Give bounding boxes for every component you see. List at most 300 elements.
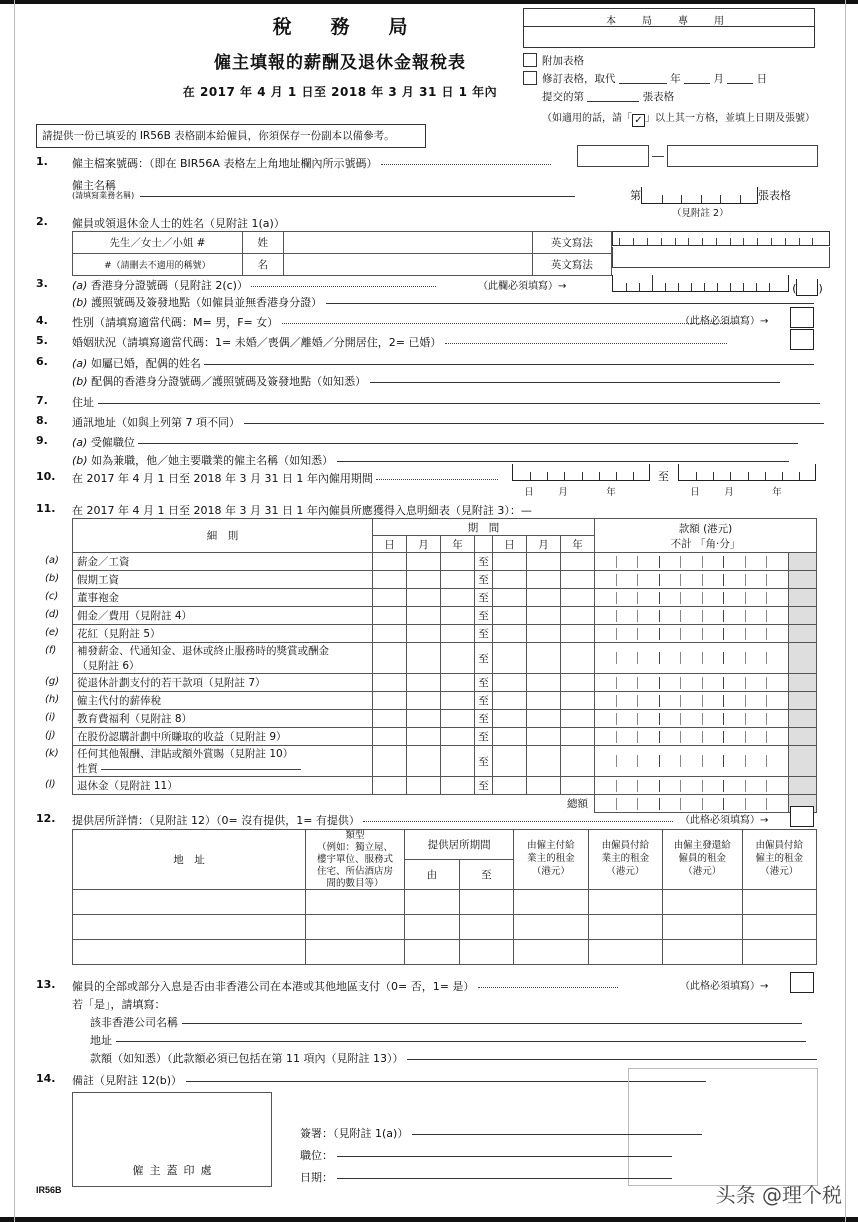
income-from-year-cell[interactable] xyxy=(441,674,475,692)
quarters-data-cell[interactable] xyxy=(663,890,742,915)
quarters-data-cell[interactable] xyxy=(73,915,306,940)
income-cents-blocked xyxy=(789,674,817,692)
income-to-label: 至 xyxy=(475,710,493,728)
principal-employer-input[interactable] xyxy=(337,453,789,462)
sheet-number-input[interactable] xyxy=(641,187,758,204)
quarters-period-from: 由 xyxy=(405,860,460,890)
income-row xyxy=(73,571,817,589)
item-9a-row: (a) 受僱職位 xyxy=(72,434,798,450)
quarters-data-cell[interactable] xyxy=(405,915,460,940)
income-header-row-1 xyxy=(73,519,817,536)
income-row xyxy=(73,643,817,674)
item-6-number: 6. xyxy=(36,355,48,368)
form-code-footer: IR56B xyxy=(36,1185,62,1195)
income-cents-blocked xyxy=(789,553,817,571)
income-to-label: 至 xyxy=(475,674,493,692)
income-amount-cell[interactable] xyxy=(595,674,789,692)
income-total-row xyxy=(73,795,817,813)
signature-input[interactable] xyxy=(412,1126,702,1135)
income-total-label: 總額 xyxy=(73,795,595,813)
item-13-if-yes: 若「是」，請填寫： xyxy=(72,998,166,1011)
surname-input[interactable] xyxy=(283,232,532,254)
position-input[interactable] xyxy=(337,1148,672,1157)
english-givenname-comb[interactable]: ( ) xyxy=(612,275,823,296)
income-to-year-cell[interactable] xyxy=(561,746,595,777)
file-number-main-box[interactable] xyxy=(667,145,818,167)
income-from-month-cell[interactable] xyxy=(407,589,441,607)
income-to-day-cell[interactable] xyxy=(493,777,527,795)
income-cents-blocked xyxy=(789,746,817,777)
income-to-day-cell[interactable] xyxy=(493,643,527,674)
item-2-label: 僱員或領退休金人士的姓名（見附註 1(a)） xyxy=(72,217,285,230)
quarters-period-to: 至 xyxy=(459,860,514,890)
quarters-data-cell[interactable] xyxy=(514,890,588,915)
employment-period-dots[interactable] xyxy=(376,471,498,480)
income-row-tag: (d) xyxy=(45,608,60,620)
income-row-label: 從退休計劃支付的若干款項（見附註 7） xyxy=(73,674,373,692)
employer-stamp-box[interactable] xyxy=(72,1092,272,1187)
income-row-tag: (f) xyxy=(45,644,57,656)
income-row-tag: (a) xyxy=(45,554,59,566)
income-row xyxy=(73,625,817,643)
income-to-month-cell[interactable] xyxy=(527,571,561,589)
income-from-day-cell[interactable] xyxy=(373,777,407,795)
official-use-note: （如適用的話，請「 ✓ 」以上其一方格，並填上日期及張號） xyxy=(542,113,815,126)
signature-row: 簽署：（見附註 1(a)） xyxy=(300,1125,702,1141)
quarters-data-cell[interactable] xyxy=(742,940,817,965)
period-to-units: 日 月 年 xyxy=(690,487,782,498)
quarters-data-cell[interactable] xyxy=(514,915,588,940)
item-5-row: 婚姻狀況（請填寫適當代碼：1= 未婚／喪偶／離婚／分開居住，2= 已婚） xyxy=(72,334,727,350)
income-row-tag: (l) xyxy=(45,778,56,790)
quarters-col-period: 提供居所期間 xyxy=(405,830,514,860)
residence-address-input[interactable] xyxy=(98,395,820,404)
income-from-day-cell[interactable] xyxy=(373,589,407,607)
month-unit-label: 月 xyxy=(713,73,724,85)
income-from-month-cell[interactable] xyxy=(407,643,441,674)
quarters-data-cell[interactable] xyxy=(663,915,742,940)
item-6a-row: (a) 如屬已婚，配偶的姓名 xyxy=(72,355,814,371)
supplementary-form-checkbox[interactable] xyxy=(523,53,537,67)
item-11-number: 11. xyxy=(36,502,56,515)
item-3a-row: (a) 香港身分證號碼（見附註 2(c)） xyxy=(72,277,436,293)
income-row xyxy=(73,589,817,607)
item-13-label: 僱員的全部或部分入息是否由非香港公司在本港或其他地區支付（0= 否，1= 是） xyxy=(72,978,618,994)
quarters-data-cell[interactable] xyxy=(305,940,404,965)
item-11-label: 在 2017 年 4 月 1 日至 2018 年 3 月 31 日 1 年內僱員所應獲得入息明細表（見附註 3）：— xyxy=(72,504,532,517)
english-surname-box2[interactable] xyxy=(612,247,830,268)
income-from-year-cell[interactable] xyxy=(441,746,475,777)
right-margin-rule xyxy=(845,0,846,1222)
income-to-year-cell[interactable] xyxy=(561,553,595,571)
income-cents-blocked xyxy=(789,589,817,607)
item-4-row: 性別（請填寫適當代碼：M= 男，F= 女） xyxy=(72,314,737,330)
quarters-details-table xyxy=(72,829,817,965)
bottom-border-bar xyxy=(0,1217,858,1222)
item-2-number: 2. xyxy=(36,215,48,228)
income-amount-cell[interactable] xyxy=(595,710,789,728)
income-row-label: 在股份認購計劃中所賺取的收益（見附註 9） xyxy=(73,728,373,746)
income-to-label: 至 xyxy=(475,607,493,625)
income-row xyxy=(73,692,817,710)
income-to-month-cell[interactable] xyxy=(527,674,561,692)
income-from-day-cell[interactable] xyxy=(373,607,407,625)
income-from-year-cell[interactable] xyxy=(441,625,475,643)
income-from-day-cell[interactable] xyxy=(373,643,407,674)
period-from-units: 日 月 年 xyxy=(524,487,616,498)
income-row-label: 佣金／費用（見附註 4） xyxy=(73,607,373,625)
income-to-day-cell[interactable] xyxy=(493,710,527,728)
quarters-data-row xyxy=(73,915,817,940)
income-to-month-cell[interactable] xyxy=(527,710,561,728)
item-3-must-fill-note: （此欄必須填寫）→ xyxy=(478,281,567,292)
item-10-number: 10. xyxy=(36,470,56,483)
item-12-must-fill-note: （此格必須填寫）→ xyxy=(680,815,769,826)
spouse-name-input[interactable] xyxy=(204,356,814,365)
income-to-day-cell[interactable] xyxy=(493,674,527,692)
income-to-day-cell[interactable] xyxy=(493,553,527,571)
income-to-month-cell[interactable] xyxy=(527,692,561,710)
income-from-year-cell[interactable] xyxy=(441,589,475,607)
income-to-year-cell[interactable] xyxy=(561,728,595,746)
item-13-amount-row: 款額（如知悉）（此款額必須已包括在第 11 項內（見附註 13）） xyxy=(90,1050,817,1066)
quarters-data-cell[interactable] xyxy=(742,915,817,940)
non-hk-paid-input[interactable] xyxy=(478,979,618,988)
income-row xyxy=(73,777,817,795)
submitted-sheet-row xyxy=(523,89,815,104)
non-hk-code-box[interactable] xyxy=(790,972,814,993)
item-1-employer-name-sub: (請填寫業務名稱) xyxy=(72,191,135,200)
income-to-month-cell[interactable] xyxy=(527,643,561,674)
revised-form-row xyxy=(523,71,815,86)
income-to-year-cell[interactable] xyxy=(561,710,595,728)
income-cents-blocked xyxy=(789,571,817,589)
income-to-month-cell[interactable] xyxy=(527,589,561,607)
income-to-month-cell[interactable] xyxy=(527,607,561,625)
income-to-month-cell[interactable] xyxy=(527,728,561,746)
income-from-year-cell[interactable] xyxy=(441,710,475,728)
quarters-code-box[interactable] xyxy=(790,806,814,827)
item-6b-row: (b) 配偶的香港身分證號碼／護照號碼及簽發地點（如知悉） xyxy=(72,373,780,389)
income-amount-cell[interactable] xyxy=(595,589,789,607)
income-row-tag: (k) xyxy=(45,747,59,759)
quarters-data-cell[interactable] xyxy=(73,940,306,965)
revised-day-input[interactable] xyxy=(727,83,753,84)
quarters-data-cell[interactable] xyxy=(73,890,306,915)
income-from-month-cell[interactable] xyxy=(407,571,441,589)
income-from-month-cell[interactable] xyxy=(407,692,441,710)
non-hk-company-input[interactable] xyxy=(182,1015,802,1024)
income-to-year-cell[interactable] xyxy=(561,643,595,674)
income-total-amount-cell[interactable] xyxy=(595,795,789,813)
marital-status-code-box[interactable] xyxy=(790,329,814,350)
department-title: 稅 務 局 xyxy=(272,16,418,38)
income-row-tag: (h) xyxy=(45,693,60,705)
revised-form-label: 修訂表格，取代 xyxy=(542,73,616,85)
income-from-year-cell[interactable] xyxy=(441,553,475,571)
income-cents-blocked xyxy=(789,643,817,674)
income-to-day-cell[interactable] xyxy=(493,571,527,589)
copy-notice: 請提供一份已填妥的 IR56B 表格副本給僱員，你須保存一份副本以備參考。 xyxy=(36,124,426,148)
item-14-number: 14. xyxy=(36,1072,56,1085)
income-from-day-cell[interactable] xyxy=(373,692,407,710)
income-cents-blocked xyxy=(789,710,817,728)
income-to-month-cell[interactable] xyxy=(527,625,561,643)
item-14-row: 備註（見附註 12(b)） xyxy=(72,1072,706,1088)
income-to-day-cell[interactable] xyxy=(493,746,527,777)
quarters-data-cell[interactable] xyxy=(588,890,662,915)
income-col-period: 期 間 xyxy=(373,519,595,536)
income-from-day-cell[interactable] xyxy=(373,553,407,571)
item-1-number: 1. xyxy=(36,155,48,168)
income-amount-cell[interactable] xyxy=(595,728,789,746)
income-from-year-cell[interactable] xyxy=(441,728,475,746)
sex-input[interactable] xyxy=(282,315,737,324)
income-row-label: 董事袍金 xyxy=(73,589,373,607)
quarters-data-cell[interactable] xyxy=(405,940,460,965)
revised-year-input[interactable] xyxy=(619,83,667,84)
income-to-month: 月 xyxy=(527,536,561,553)
income-to-month-cell[interactable] xyxy=(527,746,561,777)
income-from-day-cell[interactable] xyxy=(373,728,407,746)
income-to-label: 至 xyxy=(475,553,493,571)
income-to-day-cell[interactable] xyxy=(493,625,527,643)
income-to-month-cell[interactable] xyxy=(527,777,561,795)
sex-code-box[interactable] xyxy=(790,307,814,328)
income-from-year-cell[interactable] xyxy=(441,643,475,674)
employer-file-number-boxes[interactable] xyxy=(577,145,818,167)
income-from-year-cell[interactable] xyxy=(441,571,475,589)
official-use-heading: 本 局 專 用 xyxy=(523,8,815,27)
item-10-row: 在 2017 年 4 月 1 日至 2018 年 3 月 31 日 1 年內僱用期間 xyxy=(72,470,498,486)
income-amount-cell[interactable] xyxy=(595,643,789,674)
income-from-month-cell[interactable] xyxy=(407,710,441,728)
quarters-data-cell[interactable] xyxy=(459,890,514,915)
income-amount-cell[interactable] xyxy=(595,746,789,777)
givenname-input[interactable] xyxy=(283,254,532,276)
quarters-col-type: 類型 （例如：獨立屋、 樓宇單位、服務式 住宅、所佔酒店房 間的數目等） xyxy=(305,830,404,890)
supplementary-form-row xyxy=(523,53,815,68)
item-1-label: 僱主檔案號碼：（即在 BIR56A 表格左上角地址欄內所示號碼） xyxy=(72,155,551,171)
income-amount-cell[interactable] xyxy=(595,625,789,643)
form-period: 在 2017 年 4 月 1 日至 2018 年 3 月 31 日 1 年內 xyxy=(182,85,498,99)
employment-period-from-boxes[interactable] xyxy=(512,464,650,484)
income-to-year-cell[interactable] xyxy=(561,589,595,607)
employer-file-number-input[interactable] xyxy=(381,156,551,165)
file-number-prefix-box[interactable] xyxy=(577,145,649,167)
income-row xyxy=(73,553,817,571)
income-to-label: 至 xyxy=(475,746,493,777)
item-13-number: 13. xyxy=(36,978,56,991)
date-row: 日期： xyxy=(300,1169,672,1185)
income-from-month-cell[interactable] xyxy=(407,777,441,795)
form-header xyxy=(160,12,520,100)
income-row xyxy=(73,674,817,692)
revised-month-input[interactable] xyxy=(684,83,710,84)
top-border-bar xyxy=(0,0,858,4)
employee-givenname-row xyxy=(73,254,612,276)
givenname-english-label: 英文寫法 xyxy=(532,254,611,276)
income-from-day-cell[interactable] xyxy=(373,710,407,728)
income-to-day: 日 xyxy=(493,536,527,553)
givenname-label: 名 xyxy=(242,254,283,276)
item-7-number: 7. xyxy=(36,394,48,407)
income-to-year-cell[interactable] xyxy=(561,692,595,710)
income-cents-blocked xyxy=(789,625,817,643)
income-to-month-cell[interactable] xyxy=(527,553,561,571)
item-1-employer-name-row: 僱主名稱 xyxy=(72,179,116,192)
income-cents-blocked xyxy=(789,692,817,710)
income-from-month: 月 xyxy=(407,536,441,553)
income-row-tag: (i) xyxy=(45,711,56,723)
income-row xyxy=(73,710,817,728)
income-row-label: 僱主代付的薪俸稅 xyxy=(73,692,373,710)
item-4-must-fill-note: （此格必須填寫）→ xyxy=(680,316,769,327)
check-mark-icon: ✓ xyxy=(632,114,645,127)
surname-english-label: 英文寫法 xyxy=(532,232,611,254)
income-from-day-cell[interactable] xyxy=(373,571,407,589)
correspondence-address-input[interactable] xyxy=(244,415,824,424)
income-to-year-cell[interactable] xyxy=(561,625,595,643)
income-row-tag: (c) xyxy=(45,590,59,602)
income-to-day-cell[interactable] xyxy=(493,589,527,607)
income-from-day-cell[interactable] xyxy=(373,674,407,692)
watermark-label: 头条 @理个税 xyxy=(715,1183,842,1207)
income-row-label: 任何其他報酬、津貼或額外賞賜（見附註 10） 性質 xyxy=(73,746,373,777)
income-from-month-cell[interactable] xyxy=(407,746,441,777)
submitted-sheet-input[interactable] xyxy=(587,101,639,102)
item-8-number: 8. xyxy=(36,414,48,427)
income-row-label: 退休金（見附註 11） xyxy=(73,777,373,795)
salutation-sub-label: #（請刪去不適用的稱號） xyxy=(73,254,243,276)
left-margin-rule xyxy=(14,0,15,1222)
income-amount-cell[interactable] xyxy=(595,692,789,710)
quarters-col-rent-employee-to-landlord: 由僱員付給 業主的租金 （港元） xyxy=(588,830,662,890)
income-to-day-cell[interactable] xyxy=(493,607,527,625)
income-to-day-cell[interactable] xyxy=(493,728,527,746)
quarters-col-rent-employer-to-landlord: 由僱主付給 業主的租金 （港元） xyxy=(514,830,588,890)
quarters-data-cell[interactable] xyxy=(305,890,404,915)
quarters-data-cell[interactable] xyxy=(305,915,404,940)
income-amount-cell[interactable] xyxy=(595,777,789,795)
item-4-number: 4. xyxy=(36,314,48,327)
item-12-label: 提供居所詳情：（見附註 12）（0= 沒有提供，1= 有提供） xyxy=(72,812,673,828)
income-from-day-cell[interactable] xyxy=(373,625,407,643)
spouse-hkid-input[interactable] xyxy=(370,374,780,383)
income-cents-blocked xyxy=(789,777,817,795)
income-from-year: 年 xyxy=(441,536,475,553)
quarters-col-refund-to-employee: 由僱主發還給 僱員的租金 （港元） xyxy=(663,830,742,890)
employment-period-to-boxes[interactable] xyxy=(678,464,816,484)
income-from-day-cell[interactable] xyxy=(373,746,407,777)
quarters-provided-input[interactable] xyxy=(363,813,673,822)
income-amount-cell[interactable] xyxy=(595,607,789,625)
marital-status-input[interactable] xyxy=(445,335,727,344)
quarters-data-cell[interactable] xyxy=(514,940,588,965)
income-to-label: 至 xyxy=(475,777,493,795)
page-title: 僱主填報的薪酬及退休金報稅表 xyxy=(214,53,466,73)
item-1-sheet-row: 第 張表格 xyxy=(630,189,791,202)
income-from-month-cell[interactable] xyxy=(407,674,441,692)
submitted-sheet-label: 提交的第 xyxy=(542,91,584,103)
quarters-data-cell[interactable] xyxy=(663,940,742,965)
revised-form-checkbox[interactable] xyxy=(523,71,537,85)
quarters-data-cell[interactable] xyxy=(588,915,662,940)
income-to-year-cell[interactable] xyxy=(561,571,595,589)
quarters-data-cell[interactable] xyxy=(588,940,662,965)
quarters-data-row xyxy=(73,890,817,915)
quarters-data-cell[interactable] xyxy=(742,890,817,915)
item-13-must-fill-note: （此格必須填寫）→ xyxy=(680,981,769,992)
income-cents-blocked xyxy=(789,728,817,746)
income-amount-cell[interactable] xyxy=(595,571,789,589)
income-to-day-cell[interactable] xyxy=(493,692,527,710)
item-9b-row: (b) 如為兼職，他／她主要職業的僱主名稱（如知悉） xyxy=(72,452,789,468)
income-from-month-cell[interactable] xyxy=(407,728,441,746)
non-hk-address-input[interactable] xyxy=(116,1033,806,1042)
income-to-year-cell[interactable] xyxy=(561,777,595,795)
income-to-label: 至 xyxy=(475,625,493,643)
english-surname-comb[interactable] xyxy=(612,231,830,248)
income-row-tag: (g) xyxy=(45,675,60,687)
income-to-label: 至 xyxy=(475,643,493,674)
employee-name-table xyxy=(72,231,612,276)
income-from-year-cell[interactable] xyxy=(441,692,475,710)
quarters-data-cell[interactable] xyxy=(459,940,514,965)
income-to-year-cell[interactable] xyxy=(561,607,595,625)
income-amount-cell[interactable] xyxy=(595,553,789,571)
income-details-table xyxy=(72,518,817,813)
item-7-row: 住址 xyxy=(72,394,820,410)
non-hk-amount-input[interactable] xyxy=(407,1051,817,1060)
income-from-month-cell[interactable] xyxy=(407,607,441,625)
income-from-year-cell[interactable] xyxy=(441,607,475,625)
item-13-company-row: 該非香港公司名稱 xyxy=(90,1014,802,1030)
income-to-year-cell[interactable] xyxy=(561,674,595,692)
income-row-label: 假期工資 xyxy=(73,571,373,589)
capacity-employed-input[interactable] xyxy=(138,435,798,444)
hkid-input[interactable] xyxy=(251,278,436,287)
year-unit-label: 年 xyxy=(670,73,681,85)
income-from-month-cell[interactable] xyxy=(407,553,441,571)
income-row-label: 補發薪金、代通知金、退休或終止服務時的獎賞或酬金 （見附註 6） xyxy=(73,643,373,674)
quarters-header-row-1 xyxy=(73,830,817,860)
sheet-unit-label: 張表格 xyxy=(642,91,675,103)
quarters-data-cell[interactable] xyxy=(405,890,460,915)
passport-input[interactable] xyxy=(326,295,814,304)
item-12-number: 12. xyxy=(36,812,56,825)
income-from-year-cell[interactable] xyxy=(441,777,475,795)
supplementary-form-label: 附加表格 xyxy=(542,55,584,67)
official-use-blank[interactable] xyxy=(523,27,815,48)
income-from-day: 日 xyxy=(373,536,407,553)
employer-stamp-label: 僱主蓋印處 xyxy=(132,1164,218,1177)
surname-label: 姓 xyxy=(242,232,283,254)
employee-surname-row xyxy=(73,232,612,254)
employer-name-input[interactable] xyxy=(140,196,575,197)
item-3-number: 3. xyxy=(36,277,48,290)
date-input[interactable] xyxy=(337,1170,672,1179)
quarters-data-row xyxy=(73,940,817,965)
quarters-data-cell[interactable] xyxy=(459,915,514,940)
item-8-row: 通訊地址（如與上列第 7 項不同） xyxy=(72,414,824,430)
quarters-col-address: 地 址 xyxy=(73,830,306,890)
employment-period-to-label: 至 xyxy=(658,470,669,483)
income-from-month-cell[interactable] xyxy=(407,625,441,643)
income-row-label: 薪金／工資 xyxy=(73,553,373,571)
quarters-col-rent-employee-to-employer: 由僱員付給 僱主的租金 （港元） xyxy=(742,830,817,890)
income-row xyxy=(73,607,817,625)
